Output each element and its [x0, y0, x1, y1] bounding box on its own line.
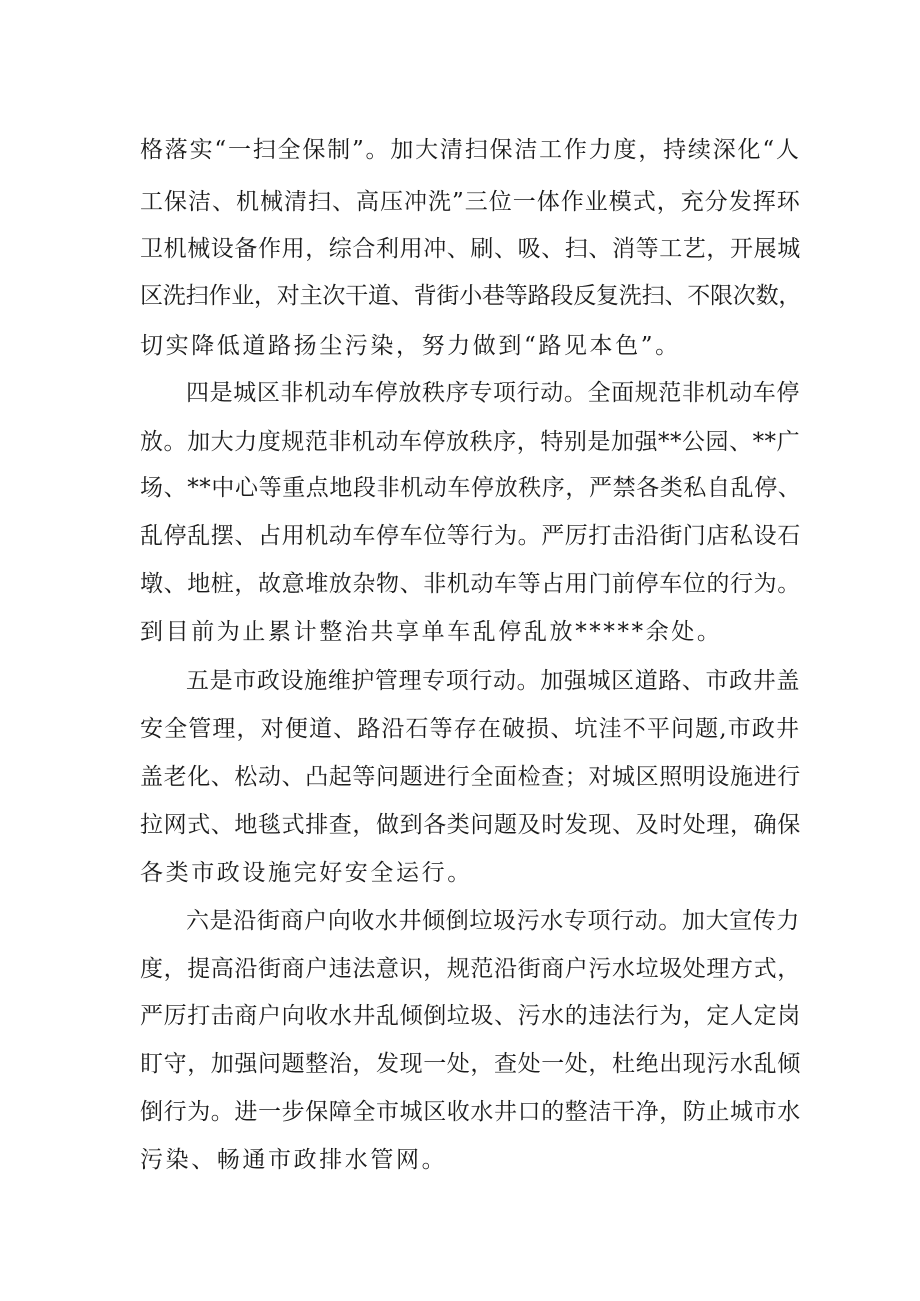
paragraph-4-line-6: 污染、畅通市政排水管网。	[140, 1147, 448, 1173]
paragraph-2-line-5: 墩、地桩，故意堆放杂物、非机动车等占用门前停车位的行为。	[140, 571, 801, 597]
paragraph-4-line-3: 严厉打击商户向收水井乱倾倒垃圾、污水的违法行为，定人定岗	[140, 1003, 801, 1029]
paragraph-1-line-4: 区洗扫作业，对主次干道、背街小巷等路段反复洗扫、不限次数，	[140, 283, 802, 309]
paragraph-3-line-5: 各类市政设施完好安全运行。	[140, 860, 473, 886]
paragraph-1-line-1: 格落实“一扫全保制”。加大清扫保洁工作力度，持续深化“人	[140, 137, 801, 163]
paragraph-1-line-5: 切实降低道路扬尘污染，努力做到“路见本色”。	[140, 333, 681, 359]
paragraph-4-line-4: 盯守，加强问题整治，发现一处，查处一处，杜绝出现污水乱倾	[140, 1051, 801, 1077]
paragraph-2-line-1: 四是城区非机动车停放秩序专项行动。全面规范非机动车停	[186, 380, 800, 406]
paragraph-2-line-2: 放。加大力度规范非机动车停放秩序，特别是加强**公园、**广	[140, 429, 800, 455]
paragraph-2-line-6: 到目前为止累计整治共享单车乱停乱放*****余处。	[140, 619, 723, 645]
paragraph-4-line-5: 倒行为。进一步保障全市城区收水井口的整洁干净，防止城市水	[140, 1099, 801, 1125]
paragraph-3-line-2: 安全管理，对便道、路沿石等存在破损、坑洼不平问题,市政井	[140, 716, 800, 742]
paragraph-4-line-2: 度，提高沿街商户违法意识，规范沿街商户污水垃圾处理方式，	[140, 956, 801, 982]
paragraph-4-line-1: 六是沿街商户向收水井倾倒垃圾污水专项行动。加大宣传力	[186, 908, 800, 934]
paragraph-2-line-3: 场、**中心等重点地段非机动车停放秩序，严禁各类私自乱停、	[140, 475, 802, 501]
paragraph-1-line-2: 工保洁、机械清扫、高压冲洗”三位一体作业模式，充分发挥环	[140, 189, 801, 215]
paragraph-3-line-4: 拉网式、地毯式排查，做到各类问题及时发现、及时处理，确保	[140, 812, 801, 838]
paragraph-1-line-3: 卫机械设备作用，综合利用冲、刷、吸、扫、消等工艺，开展城	[140, 236, 801, 262]
paragraph-3-line-3: 盖老化、松动、凸起等问题进行全面检查；对城区照明设施进行	[140, 764, 801, 790]
paragraph-3-line-1: 五是市政设施维护管理专项行动。加强城区道路、市政井盖	[186, 668, 800, 694]
paragraph-2-line-4: 乱停乱摆、占用机动车停车位等行为。严厉打击沿街门店私设石	[140, 523, 801, 549]
